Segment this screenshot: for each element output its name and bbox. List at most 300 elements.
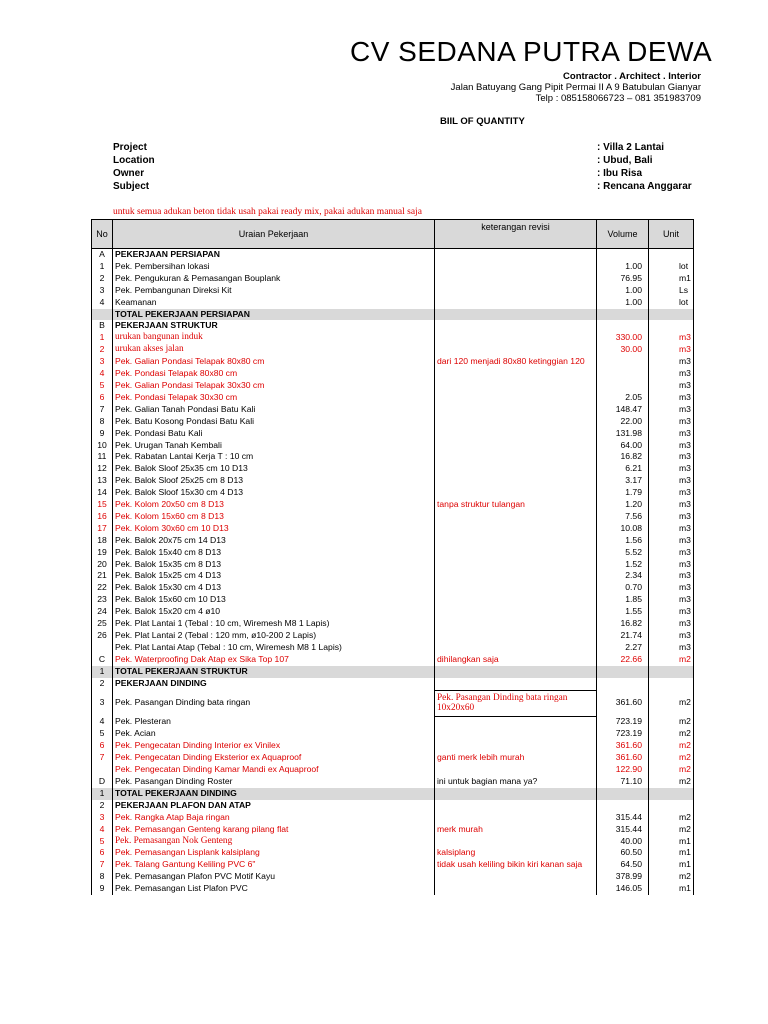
cell-volume: 6.21 bbox=[597, 463, 649, 475]
cell-volume: 1.56 bbox=[597, 535, 649, 547]
cell-unit bbox=[649, 678, 694, 690]
cell-no: 6 bbox=[92, 392, 113, 404]
cell-no: C bbox=[92, 654, 113, 666]
cell-volume: 7.56 bbox=[597, 511, 649, 523]
cell-volume: 22.66 bbox=[597, 654, 649, 666]
cell-ket bbox=[435, 836, 597, 848]
cell-no: 4 bbox=[92, 716, 113, 728]
meta-row-subject bbox=[113, 180, 703, 193]
table-row bbox=[92, 475, 694, 487]
header-ket: keterangan revisi bbox=[435, 220, 597, 249]
meta-row-location bbox=[113, 154, 703, 167]
cell-desc: Pek. Balok 20x75 cm 14 D13 bbox=[113, 535, 435, 547]
company-name: CV SEDANA PUTRA DEWA bbox=[350, 36, 713, 67]
cell-ket bbox=[435, 261, 597, 273]
cell-ket bbox=[435, 547, 597, 559]
header-unit: Unit bbox=[649, 220, 694, 249]
table-row bbox=[92, 261, 694, 273]
cell-volume: 361.60 bbox=[597, 740, 649, 752]
cell-no: A bbox=[92, 249, 113, 261]
table-row bbox=[92, 523, 694, 535]
cell-unit bbox=[649, 249, 694, 261]
cell-unit bbox=[649, 666, 694, 678]
table-row bbox=[92, 344, 694, 356]
meta-row-owner bbox=[113, 167, 703, 180]
cell-ket bbox=[435, 523, 597, 535]
cell-unit: m3 bbox=[649, 487, 694, 499]
cell-desc: Pek. Rabatan Lantai Kerja T : 10 cm bbox=[113, 451, 435, 463]
cell-desc: TOTAL PEKERJAAN STRUKTUR bbox=[113, 666, 435, 678]
cell-no: 5 bbox=[92, 728, 113, 740]
cell-volume bbox=[597, 678, 649, 690]
table-row bbox=[92, 630, 694, 642]
table-row bbox=[92, 309, 694, 321]
cell-unit: m3 bbox=[649, 368, 694, 380]
table-row bbox=[92, 594, 694, 606]
cell-no: 8 bbox=[92, 416, 113, 428]
cell-ket bbox=[435, 249, 597, 261]
cell-unit: m3 bbox=[649, 451, 694, 463]
cell-desc: Pek. Pemasangan Plafon PVC Motif Kayu bbox=[113, 871, 435, 883]
cell-desc: PEKERJAAN STRUKTUR bbox=[113, 320, 435, 332]
cell-ket bbox=[435, 618, 597, 630]
cell-ket bbox=[435, 716, 597, 728]
cell-volume: 1.20 bbox=[597, 499, 649, 511]
cell-unit: m3 bbox=[649, 463, 694, 475]
cell-desc: Pek. Balok Sloof 15x30 cm 4 D13 bbox=[113, 487, 435, 499]
cell-unit: m3 bbox=[649, 523, 694, 535]
cell-no: 16 bbox=[92, 511, 113, 523]
cell-volume bbox=[597, 368, 649, 380]
cell-no: 22 bbox=[92, 582, 113, 594]
cell-desc: Pek. Pemasangan Genteng karang pilang flat bbox=[113, 824, 435, 836]
cell-desc: Keamanan bbox=[113, 297, 435, 309]
cell-unit: m2 bbox=[649, 716, 694, 728]
cell-ket bbox=[435, 764, 597, 776]
cell-desc: Pek. Balok 15x25 cm 4 D13 bbox=[113, 570, 435, 582]
table-row bbox=[92, 332, 694, 344]
cell-no: 8 bbox=[92, 871, 113, 883]
cell-ket bbox=[435, 883, 597, 895]
cell-no: 18 bbox=[92, 535, 113, 547]
cell-unit: m3 bbox=[649, 475, 694, 487]
company-tagline: Contractor . Architect . Interior bbox=[563, 71, 701, 82]
cell-ket bbox=[435, 297, 597, 309]
document-title: BIIL OF QUANTITY bbox=[440, 116, 525, 127]
table-row bbox=[92, 499, 694, 511]
cell-desc: Pek. Rangka Atap Baja ringan bbox=[113, 812, 435, 824]
cell-desc: Pek. Waterproofing Dak Atap ex Sika Top 107 bbox=[113, 654, 435, 666]
cell-unit: m3 bbox=[649, 428, 694, 440]
table-row bbox=[92, 859, 694, 871]
cell-no: 2 bbox=[92, 678, 113, 690]
cell-no: 7 bbox=[92, 752, 113, 764]
table-row bbox=[92, 716, 694, 728]
table-row bbox=[92, 788, 694, 800]
table-row bbox=[92, 249, 694, 261]
table-row bbox=[92, 570, 694, 582]
meta-label: Subject bbox=[113, 181, 150, 192]
header-desc: Uraian Pekerjaan bbox=[113, 220, 435, 249]
cell-desc: Pek. Balok Sloof 25x25 cm 8 D13 bbox=[113, 475, 435, 487]
cell-desc: Pek. Pondasi Batu Kali bbox=[113, 428, 435, 440]
cell-no: 6 bbox=[92, 847, 113, 859]
meta-row-project bbox=[113, 141, 703, 154]
cell-ket bbox=[435, 812, 597, 824]
cell-no: 5 bbox=[92, 836, 113, 848]
cell-unit bbox=[649, 800, 694, 812]
cell-volume: 2.05 bbox=[597, 392, 649, 404]
cell-volume: 1.52 bbox=[597, 559, 649, 571]
table-row bbox=[92, 487, 694, 499]
table-row bbox=[92, 654, 694, 666]
cell-desc: Pek. Balok 15x35 cm 8 D13 bbox=[113, 559, 435, 571]
table-row bbox=[92, 428, 694, 440]
cell-desc: Pek. Galian Pondasi Telapak 80x80 cm bbox=[113, 356, 435, 368]
cell-no: 4 bbox=[92, 297, 113, 309]
table-row bbox=[92, 463, 694, 475]
cell-no bbox=[92, 642, 113, 654]
cell-volume: 30.00 bbox=[597, 344, 649, 356]
cell-desc: PEKERJAAN PERSIAPAN bbox=[113, 249, 435, 261]
cell-ket bbox=[435, 871, 597, 883]
cell-ket bbox=[435, 630, 597, 642]
cell-desc: Pek. Pemasangan List Plafon PVC bbox=[113, 883, 435, 895]
cell-volume: 16.82 bbox=[597, 451, 649, 463]
cell-ket bbox=[435, 416, 597, 428]
cell-desc: Pek. Pemasangan Lisplank kalsiplang bbox=[113, 847, 435, 859]
cell-no: 3 bbox=[92, 812, 113, 824]
cell-ket bbox=[435, 475, 597, 487]
cell-desc: Pek. Pondasi Telapak 80x80 cm bbox=[113, 368, 435, 380]
table-row bbox=[92, 824, 694, 836]
cell-volume: 1.85 bbox=[597, 594, 649, 606]
cell-unit: m1 bbox=[649, 883, 694, 895]
cell-unit: m3 bbox=[649, 606, 694, 618]
boq-table-body bbox=[92, 249, 694, 896]
cell-volume: 378.99 bbox=[597, 871, 649, 883]
cell-no: 3 bbox=[92, 356, 113, 368]
meta-label: Owner bbox=[113, 168, 145, 179]
cell-no: 3 bbox=[92, 690, 113, 716]
table-row bbox=[92, 285, 694, 297]
cell-desc: Pek. Pengecatan Dinding Eksterior ex Aquaproof bbox=[113, 752, 435, 764]
cell-volume: 146.05 bbox=[597, 883, 649, 895]
cell-desc: PEKERJAAN PLAFON DAN ATAP bbox=[113, 800, 435, 812]
table-row bbox=[92, 297, 694, 309]
cell-no: 26 bbox=[92, 630, 113, 642]
cell-volume bbox=[597, 309, 649, 321]
cell-unit: m3 bbox=[649, 392, 694, 404]
cell-ket: merk murah bbox=[435, 824, 597, 836]
cell-ket: dari 120 menjadi 80x80 ketinggian 120 bbox=[435, 356, 597, 368]
cell-ket bbox=[435, 535, 597, 547]
cell-desc: Pek. Kolom 20x50 cm 8 D13 bbox=[113, 499, 435, 511]
cell-volume: 2.34 bbox=[597, 570, 649, 582]
cell-desc: Pek. Pengukuran & Pemasangan Bouplank bbox=[113, 273, 435, 285]
cell-unit: m2 bbox=[649, 812, 694, 824]
cell-desc: Pek. Balok 15x40 cm 8 D13 bbox=[113, 547, 435, 559]
cell-ket: ganti merk lebih murah bbox=[435, 752, 597, 764]
cell-no: 4 bbox=[92, 824, 113, 836]
table-row bbox=[92, 666, 694, 678]
cell-ket: Pek. Pasangan Dinding bata ringan 10x20x60 bbox=[435, 690, 597, 716]
cell-ket: kalsiplang bbox=[435, 847, 597, 859]
table-header-row bbox=[92, 220, 694, 249]
cell-unit: m3 bbox=[649, 356, 694, 368]
cell-volume bbox=[597, 320, 649, 332]
company-telephone: Telp : 085158066723 – 081 351983709 bbox=[535, 93, 701, 104]
cell-ket bbox=[435, 463, 597, 475]
table-row bbox=[92, 320, 694, 332]
table-row bbox=[92, 678, 694, 690]
cell-ket: tanpa struktur tulangan bbox=[435, 499, 597, 511]
cell-no: 7 bbox=[92, 404, 113, 416]
cell-volume: 723.19 bbox=[597, 716, 649, 728]
cell-unit: m2 bbox=[649, 690, 694, 716]
cell-ket bbox=[435, 788, 597, 800]
cell-ket bbox=[435, 594, 597, 606]
table-row bbox=[92, 642, 694, 654]
table-row bbox=[92, 606, 694, 618]
cell-ket bbox=[435, 285, 597, 297]
table-row bbox=[92, 800, 694, 812]
cell-no: 20 bbox=[92, 559, 113, 571]
cell-desc: Pek. Pengecatan Dinding Kamar Mandi ex Aquaproof bbox=[113, 764, 435, 776]
cell-no: 1 bbox=[92, 788, 113, 800]
table-row bbox=[92, 356, 694, 368]
cell-volume: 361.60 bbox=[597, 752, 649, 764]
table-row bbox=[92, 368, 694, 380]
cell-no: 23 bbox=[92, 594, 113, 606]
cell-unit: lot bbox=[649, 297, 694, 309]
cell-no: 25 bbox=[92, 618, 113, 630]
cell-volume: 76.95 bbox=[597, 273, 649, 285]
table-row bbox=[92, 392, 694, 404]
cell-ket bbox=[435, 392, 597, 404]
cell-volume bbox=[597, 788, 649, 800]
table-row bbox=[92, 836, 694, 848]
cell-volume: 16.82 bbox=[597, 618, 649, 630]
cell-unit: m2 bbox=[649, 824, 694, 836]
cell-volume: 1.00 bbox=[597, 285, 649, 297]
cell-volume: 3.17 bbox=[597, 475, 649, 487]
cell-desc: Pek. Pondasi Telapak 30x30 cm bbox=[113, 392, 435, 404]
table-row bbox=[92, 511, 694, 523]
table-row bbox=[92, 740, 694, 752]
meta-value: : Villa 2 Lantai bbox=[597, 142, 665, 153]
table-row bbox=[92, 440, 694, 452]
project-meta bbox=[113, 141, 703, 193]
cell-no: 5 bbox=[92, 380, 113, 392]
cell-no: 19 bbox=[92, 547, 113, 559]
cell-volume: 71.10 bbox=[597, 776, 649, 788]
cell-no: 3 bbox=[92, 285, 113, 297]
cell-no: 13 bbox=[92, 475, 113, 487]
cell-no: 9 bbox=[92, 883, 113, 895]
table-row bbox=[92, 752, 694, 764]
cell-volume: 122.90 bbox=[597, 764, 649, 776]
cell-ket bbox=[435, 582, 597, 594]
cell-volume: 10.08 bbox=[597, 523, 649, 535]
table-row bbox=[92, 847, 694, 859]
cell-no: 2 bbox=[92, 273, 113, 285]
cell-no: 4 bbox=[92, 368, 113, 380]
cell-unit: m3 bbox=[649, 416, 694, 428]
cell-ket: ini untuk bagian mana ya? bbox=[435, 776, 597, 788]
cell-volume bbox=[597, 249, 649, 261]
cell-unit: m1 bbox=[649, 273, 694, 285]
cell-desc: Pek. Pembangunan Direksi Kit bbox=[113, 285, 435, 297]
cell-unit: m3 bbox=[649, 630, 694, 642]
cell-desc: Pek. Balok 15x20 cm 4 ø10 bbox=[113, 606, 435, 618]
cell-unit: m3 bbox=[649, 535, 694, 547]
cell-desc: Pek. Kolom 15x60 cm 8 D13 bbox=[113, 511, 435, 523]
cell-desc: Pek. Plat Lantai 1 (Tebal : 10 cm, Wiremesh M8 1 Lapis) bbox=[113, 618, 435, 630]
cell-ket bbox=[435, 570, 597, 582]
cell-unit: lot bbox=[649, 261, 694, 273]
cell-unit: m3 bbox=[649, 499, 694, 511]
cell-ket bbox=[435, 451, 597, 463]
cell-unit: m2 bbox=[649, 776, 694, 788]
cell-volume: 2.27 bbox=[597, 642, 649, 654]
cell-unit: m3 bbox=[649, 440, 694, 452]
table-row bbox=[92, 812, 694, 824]
cell-unit: m2 bbox=[649, 752, 694, 764]
cell-volume: 1.00 bbox=[597, 297, 649, 309]
cell-no: 14 bbox=[92, 487, 113, 499]
cell-volume bbox=[597, 800, 649, 812]
cell-desc: TOTAL PEKERJAAN PERSIAPAN bbox=[113, 309, 435, 321]
cell-volume: 22.00 bbox=[597, 416, 649, 428]
cell-desc: TOTAL PEKERJAAN DINDING bbox=[113, 788, 435, 800]
cell-ket bbox=[435, 368, 597, 380]
cell-no: 7 bbox=[92, 859, 113, 871]
cell-no: 1 bbox=[92, 261, 113, 273]
cell-volume: 0.70 bbox=[597, 582, 649, 594]
cell-unit: m3 bbox=[649, 582, 694, 594]
cell-desc: Pek. Galian Tanah Pondasi Batu Kali bbox=[113, 404, 435, 416]
cell-no: 6 bbox=[92, 740, 113, 752]
cell-ket bbox=[435, 606, 597, 618]
cell-no: 2 bbox=[92, 800, 113, 812]
cell-no: 9 bbox=[92, 428, 113, 440]
table-row bbox=[92, 764, 694, 776]
cell-desc: Pek. Balok 15x30 cm 4 D13 bbox=[113, 582, 435, 594]
cell-ket bbox=[435, 440, 597, 452]
meta-label: Location bbox=[113, 155, 155, 166]
cell-no: 1 bbox=[92, 332, 113, 344]
cell-desc: Pek. Talang Gantung Keliling PVC 6" bbox=[113, 859, 435, 871]
table-row bbox=[92, 547, 694, 559]
cell-desc: urukan akses jalan bbox=[113, 344, 435, 356]
cell-ket bbox=[435, 559, 597, 571]
cell-volume: 64.00 bbox=[597, 440, 649, 452]
cell-ket bbox=[435, 380, 597, 392]
cell-desc: Pek. Plesteran bbox=[113, 716, 435, 728]
cell-unit: m3 bbox=[649, 332, 694, 344]
cell-desc: Pek. Batu Kosong Pondasi Batu Kali bbox=[113, 416, 435, 428]
cell-unit: m3 bbox=[649, 618, 694, 630]
cell-unit: m3 bbox=[649, 547, 694, 559]
cell-volume: 315.44 bbox=[597, 824, 649, 836]
cell-volume: 60.50 bbox=[597, 847, 649, 859]
table-row bbox=[92, 871, 694, 883]
cell-no: B bbox=[92, 320, 113, 332]
boq-table bbox=[91, 219, 694, 895]
cell-unit: m1 bbox=[649, 859, 694, 871]
cell-unit: m2 bbox=[649, 654, 694, 666]
cell-no bbox=[92, 764, 113, 776]
cell-desc: PEKERJAAN DINDING bbox=[113, 678, 435, 690]
cell-volume: 148.47 bbox=[597, 404, 649, 416]
cell-unit: m3 bbox=[649, 594, 694, 606]
cell-ket bbox=[435, 428, 597, 440]
table-row bbox=[92, 535, 694, 547]
cell-unit: m2 bbox=[649, 740, 694, 752]
cell-volume: 21.74 bbox=[597, 630, 649, 642]
cell-ket bbox=[435, 273, 597, 285]
cell-volume: 64.50 bbox=[597, 859, 649, 871]
cell-volume: 1.55 bbox=[597, 606, 649, 618]
cell-no: D bbox=[92, 776, 113, 788]
cell-unit: m1 bbox=[649, 847, 694, 859]
cell-unit: m3 bbox=[649, 559, 694, 571]
cell-desc: urukan bangunan induk bbox=[113, 332, 435, 344]
meta-value: : Rencana Anggarar bbox=[597, 181, 692, 192]
cell-unit: m2 bbox=[649, 728, 694, 740]
revision-note: untuk semua adukan beton tidak usah pakai ready mix, pakai adukan manual saja bbox=[113, 207, 422, 217]
company-address: Jalan Batuyang Gang Pipit Permai II A 9 Batubulan Gianyar bbox=[450, 82, 701, 93]
table-row bbox=[92, 618, 694, 630]
cell-ket bbox=[435, 678, 597, 690]
cell-unit: m3 bbox=[649, 570, 694, 582]
table-row bbox=[92, 416, 694, 428]
cell-volume bbox=[597, 380, 649, 392]
cell-unit bbox=[649, 309, 694, 321]
cell-no: 11 bbox=[92, 451, 113, 463]
header-vol: Volume bbox=[597, 220, 649, 249]
cell-no: 1 bbox=[92, 666, 113, 678]
cell-desc: Pek. Pengecatan Dinding Interior ex Vinilex bbox=[113, 740, 435, 752]
cell-ket: tidak usah keliling bikin kiri kanan saja bbox=[435, 859, 597, 871]
cell-no: 10 bbox=[92, 440, 113, 452]
table-row bbox=[92, 883, 694, 895]
table-row bbox=[92, 582, 694, 594]
cell-ket bbox=[435, 309, 597, 321]
cell-desc: Pek. Pemasangan Nok Genteng bbox=[113, 836, 435, 848]
cell-volume: 330.00 bbox=[597, 332, 649, 344]
table-row bbox=[92, 273, 694, 285]
cell-volume: 131.98 bbox=[597, 428, 649, 440]
cell-desc: Pek. Pembersihan lokasi bbox=[113, 261, 435, 273]
cell-no: 24 bbox=[92, 606, 113, 618]
cell-unit bbox=[649, 320, 694, 332]
cell-desc: Pek. Balok 15x60 cm 10 D13 bbox=[113, 594, 435, 606]
cell-ket bbox=[435, 332, 597, 344]
cell-volume: 1.79 bbox=[597, 487, 649, 499]
cell-volume: 1.00 bbox=[597, 261, 649, 273]
cell-no bbox=[92, 309, 113, 321]
table-row bbox=[92, 690, 694, 716]
cell-unit bbox=[649, 788, 694, 800]
cell-ket bbox=[435, 728, 597, 740]
cell-desc: Pek. Plat Lantai 2 (Tebal : 120 mm, ø10-200 2 Lapis) bbox=[113, 630, 435, 642]
table-row bbox=[92, 728, 694, 740]
cell-ket: dihilangkan saja bbox=[435, 654, 597, 666]
table-row bbox=[92, 380, 694, 392]
cell-ket bbox=[435, 666, 597, 678]
